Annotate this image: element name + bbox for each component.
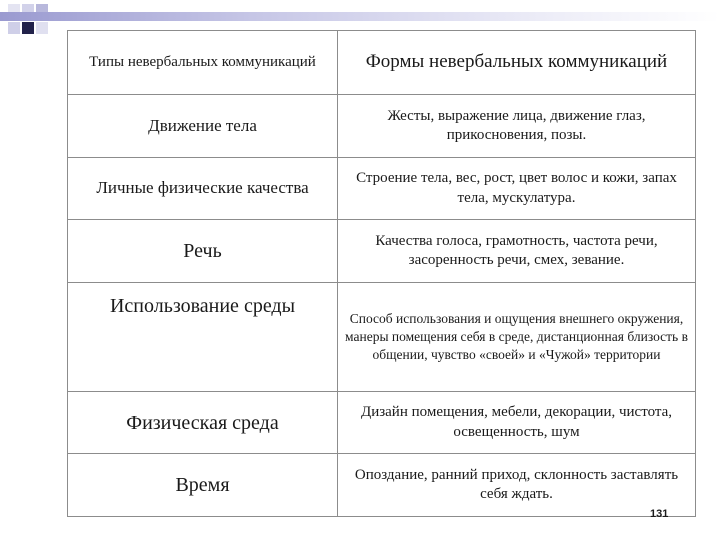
table-row [68,454,696,517]
row-type: Физическая среда [68,392,338,454]
row-forms: Жесты, выражение лица, движение глаз, прикосновения, позы. [338,95,696,158]
table-row [68,283,696,392]
row-type: Личные физические качества [68,158,338,220]
row-forms: Способ использования и ощущения внешнего окружения, манеры помещения себя в среде, дистанционная близость в общении, чувство «своей» и «Чужой» территории [338,283,696,392]
row-forms: Дизайн помещения, мебели, декорации, чистота, освещенность, шум [338,392,696,454]
table-row [68,95,696,158]
row-forms: Строение тела, вес, рост, цвет волос и кожи, запах тела, мускулатура. [338,158,696,220]
page-number: 131 [650,508,669,520]
header-gradient-bar [0,12,720,21]
header-forms: Формы невербальных коммуникаций [338,31,696,95]
table-row [68,220,696,283]
row-type: Время [68,454,338,517]
header-types: Типы невербальных коммуникаций [68,31,338,95]
table-row [68,158,696,220]
table-row [68,392,696,454]
row-type: Движение тела [68,95,338,158]
row-type: Речь [68,220,338,283]
row-forms: Качества голоса, грамотность, частота речи, засоренность речи, смех, зевание. [338,220,696,283]
table-header-row [68,31,696,95]
row-type: Использование среды [68,283,338,392]
nonverbal-communication-table [67,30,696,517]
row-forms: Опоздание, ранний приход, склонность заставлять себя ждать. [338,454,696,517]
